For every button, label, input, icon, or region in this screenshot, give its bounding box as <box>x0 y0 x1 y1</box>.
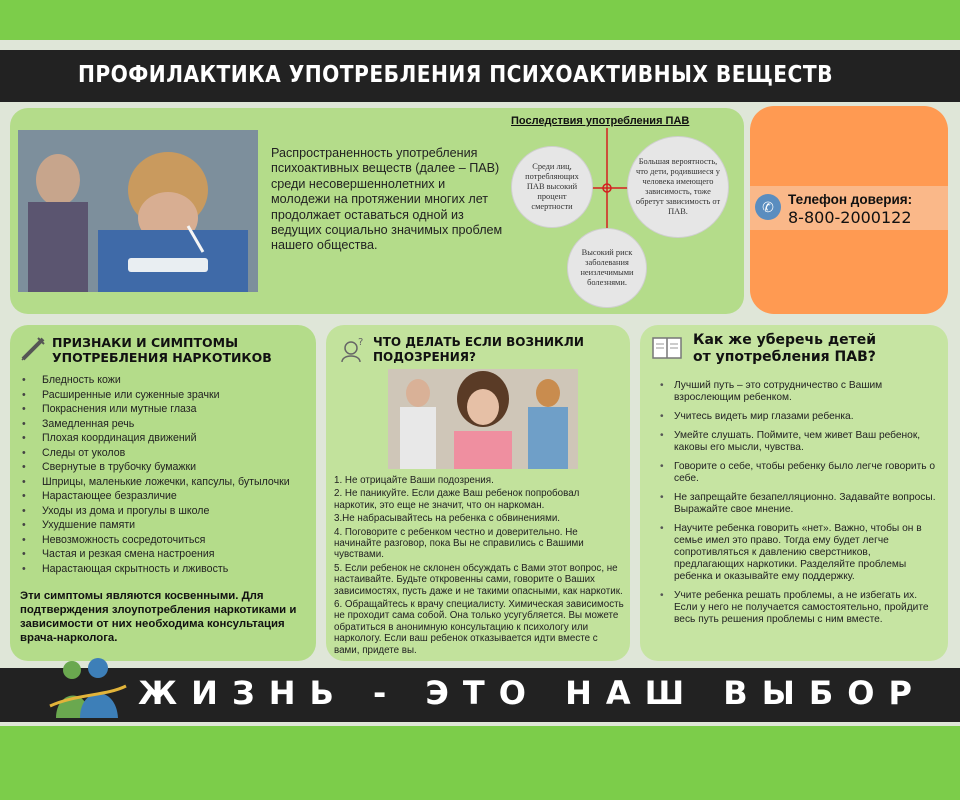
hotline-label: Телефон доверия: <box>788 192 913 207</box>
question-person-icon <box>340 336 366 368</box>
syringe-icon <box>20 336 46 368</box>
list-item: • Расширенные или суженные зрачки <box>22 388 290 403</box>
how-to-protect-list <box>658 380 942 633</box>
teen-photo-illustration <box>18 130 258 292</box>
people-logo-icon <box>46 656 128 720</box>
list-item: • Покраснения или мутные глаза <box>22 402 290 417</box>
list-item: 1. Не отрицайте Ваши подозрения. <box>334 475 494 486</box>
list-item: • Плохая координация движений <box>22 431 290 446</box>
list-item: 4. Поговорите с ребенком честно и доверительно. Не начинайте разговор, пока Вы не справились с Вашими чувствами. <box>334 526 584 561</box>
list-item: 5. Если ребенок не склонен обсуждать с Вами этот вопрос, не настаивайте. Будьте откровенны сами, говорите о Ваших зависимостях, пусть даже и не такими опасными, как наркотик. <box>334 562 623 597</box>
what-to-do-title <box>373 335 584 365</box>
phone-icon: ✆ <box>755 194 781 220</box>
consequence-bubble-mortality: Среди лиц, потребляющих ПАВ высокий процент смертности <box>511 146 593 228</box>
signs-title-line2: УПОТРЕБЛЕНИЯ НАРКОТИКОВ <box>52 350 272 365</box>
list-item: • Лучший путь – это сотрудничество с Вашим взрослеющим ребенком. <box>658 380 942 404</box>
hotline-number[interactable]: 8-800-2000122 <box>788 208 912 227</box>
list-item: • Уходы из дома и прогулы в школе <box>22 504 290 519</box>
list-item: • Бледность кожи <box>22 373 290 388</box>
consequence-bubble-disease: Высокий риск заболевания неизлечимыми болезнями. <box>567 228 647 308</box>
list-item: • Ухудшение памяти <box>22 518 290 533</box>
list-item: • Не запрещайте безапелляционно. Задавайте вопросы. Выражайте свое мнение. <box>658 492 942 516</box>
list-item: • Нарастающее безразличие <box>22 489 290 504</box>
list-item: 6. Обращайтесь к врачу специалисту. Химическая зависимость не проходит сама собой. Она только усугубляется. Вы можете обратиться в анонимную консультацию к психологу или наркологу. Если ваш ребенок отказывается идти вместе с вами, придете вы. <box>334 599 624 656</box>
family-photo <box>388 369 578 469</box>
list-item: 3.Не набрасывайтесь на ребенка с обвинениями. <box>334 513 561 525</box>
list-item: • Учите ребенка решать проблемы, а не избегать их. Если у него не получается самостоятельно, пройдите весь путь решения проблемы с ним вместе. <box>658 590 942 626</box>
list-item: • Замедленная речь <box>22 417 290 432</box>
list-item: • Свернутые в трубочку бумажки <box>22 460 290 475</box>
list-item: • Говорите о себе, чтобы ребенку было легче говорить о себе. <box>658 461 942 485</box>
how-to-protect-title-line1: Как же уберечь детей <box>693 332 877 348</box>
signs-list <box>22 373 290 576</box>
list-item: • Следы от уколов <box>22 446 290 461</box>
signs-note: Эти симптомы являются косвенными. Для подтверждения злоупотребления наркотиками и зависимости от них необходима консультация врача-нарколога. <box>20 590 297 644</box>
intro-text: Распространенность употребления психоактивных веществ (далее – ПАВ) среди несовершеннолетних и молодежи на протяжении многих лет продолжает оставаться одной из ведущих социально значимых проблем нашего общества. <box>271 146 503 253</box>
consequences-title: Последствия употребления ПАВ <box>511 115 690 127</box>
how-to-protect-title-line2: от употребления ПАВ? <box>693 349 876 365</box>
list-item: • Умейте слушать. Поймите, чем живет Ваш ребенок, каковы его мысли, чувства. <box>658 430 942 454</box>
how-to-protect-title <box>693 332 876 366</box>
what-to-do-list <box>334 475 624 658</box>
list-item: • Научите ребенка говорить «нет». Важно, чтобы он в семье имел это право. Тогда ему будет легче сопротивляться к давлению сверстников, предлагающих наркотики. Разделяйте проблемы ребенка и оказывайте ему поддержку. <box>658 523 942 583</box>
family-photo-illustration <box>388 369 578 469</box>
page-title: ПРОФИЛАКТИКА УПОТРЕБЛЕНИЯ ПСИХОАКТИВНЫХ ВЕЩЕСТВ <box>78 62 833 88</box>
what-to-do-title-line2: ПОДОЗРЕНИЯ? <box>373 350 476 364</box>
list-item: • Нарастающая скрытность и лживость <box>22 562 290 577</box>
consequence-bubble-heredity: Большая вероятность, что дети, родившиеся у человека имеющего зависимость, тоже обретут зависимость от ПАВ. <box>627 136 729 238</box>
signs-title <box>52 335 272 365</box>
consequences-diagram <box>505 128 745 314</box>
list-item: 2. Не паникуйте. Если даже Ваш ребенок попробовал наркотик, это еще не значит, что он наркоман. <box>334 488 580 511</box>
book-icon <box>652 336 682 366</box>
list-item: • Невозможность сосредоточиться <box>22 533 290 548</box>
svg-text:?: ? <box>358 337 364 348</box>
what-to-do-title-line1: ЧТО ДЕЛАТЬ ЕСЛИ ВОЗНИКЛИ <box>373 335 584 349</box>
signs-title-line1: ПРИЗНАКИ И СИМПТОМЫ <box>52 335 239 350</box>
list-item: • Частая и резкая смена настроения <box>22 547 290 562</box>
footer-slogan: ЖИЗНЬ - ЭТО НАШ ВЫБОР <box>138 674 926 712</box>
list-item: • Шприцы, маленькие ложечки, капсулы, бутылочки <box>22 475 290 490</box>
teen-photo <box>18 130 258 292</box>
list-item: • Учитесь видеть мир глазами ребенка. <box>658 411 942 423</box>
